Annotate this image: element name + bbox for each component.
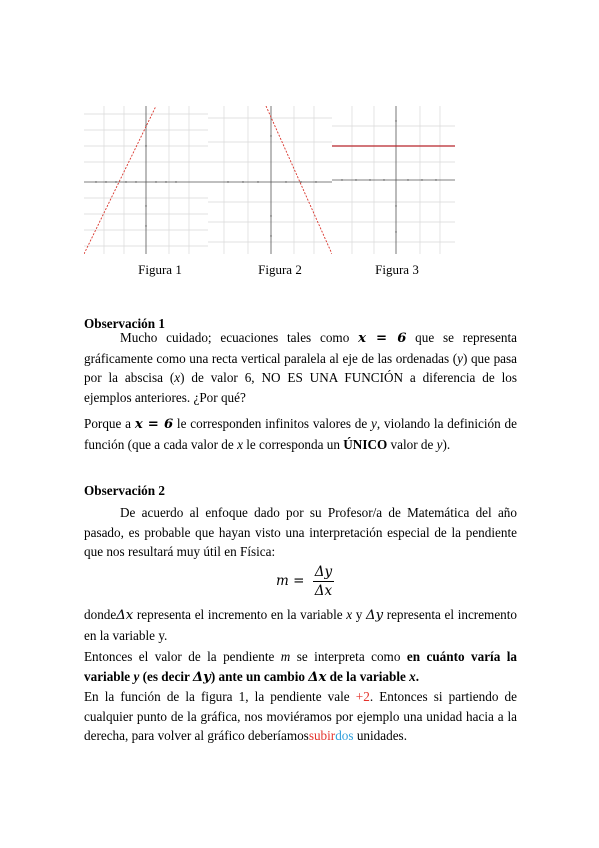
figure-2-graph — [208, 106, 332, 254]
figure-3-caption: Figura 3 — [375, 262, 419, 277]
observation-1-paragraph-1: Mucho cuidado; ecuaciones tales como x = 6 que se representa gráficamente como una recta vertical paralela al eje de las ordenadas (y) que pasa por la abscisa (x) de valor 6, NO ES UNA FUNCIÓN a diferencia de los ejemplos anteriores. ¿Por qué? — [84, 330, 518, 405]
observation-2-paragraph-2: dondeΔx representa el incremento en la variable x y Δy representa el incremento en la variable y. — [84, 607, 518, 643]
equation-x-equals-6: x = 6 — [358, 331, 407, 346]
slope-formula: m = $\frac{\Delta y}{\Delta x}$ — [276, 564, 333, 599]
observation-2-title: Observación 2 — [84, 483, 165, 498]
figures-strip — [84, 106, 455, 254]
word-subir: subir — [308, 728, 336, 743]
observation-2-paragraph-4: En la función de la figura 1, la pendiente vale +2. Entonces si partiendo de cualquier punto de la gráfica, nos moviéramos por ejemplo una unidad hacia a la derecha, para volver al gráfico deberíamossubirdos unidades. — [84, 689, 517, 743]
slope-value: +2 — [355, 689, 370, 704]
word-dos: dos — [335, 728, 354, 743]
figure-1-caption: Figura 1 — [138, 262, 182, 277]
figure-2-caption: Figura 2 — [258, 262, 302, 277]
observation-1-title: Observación 1 — [84, 316, 165, 331]
figure-1-graph — [84, 106, 208, 254]
observation-2-paragraph-3: Entonces el valor de la pendiente m se interpreta como en cuánto varía la variable y (es decir Δy) ante un cambio Δx de la variable x. — [84, 649, 517, 685]
observation-1-paragraph-2: Porque a x = 6 le corresponden infinitos valores de y, violando la definición de función (que a cada valor de x le corresponda un ÚNICO valor de y). — [84, 416, 517, 452]
figure-3-graph — [332, 106, 455, 254]
observation-2-paragraph-1: De acuerdo al enfoque dado por su Profesor/a de Matemática del año pasado, es probable que hayan visto una interpretación especial de la pendiente que nos resultará muy útil en Física: — [84, 505, 517, 559]
